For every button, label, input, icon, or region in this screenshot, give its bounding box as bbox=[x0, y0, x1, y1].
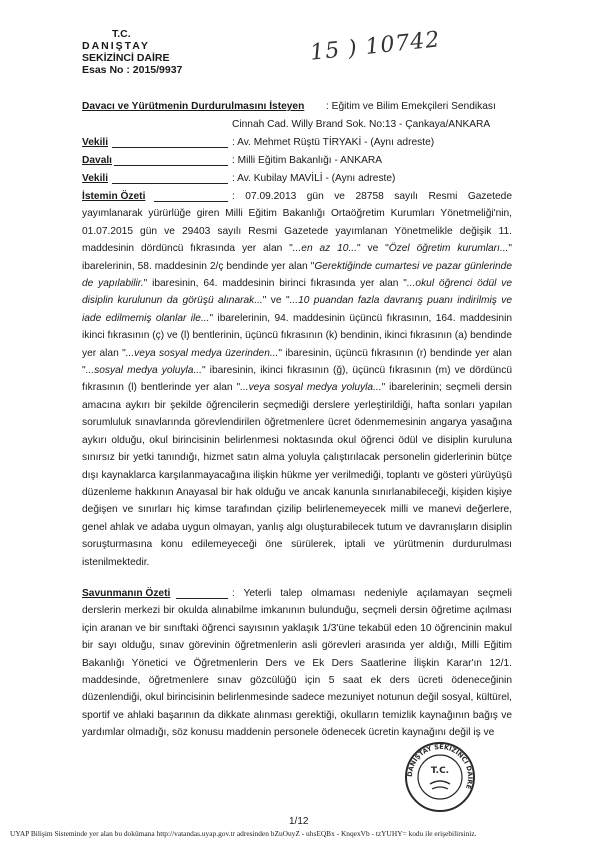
plaintiff-value: : Eğitim ve Bilim Emekçileri Sendikası bbox=[326, 101, 496, 112]
request-summary-label: İstemin Özeti bbox=[82, 191, 146, 202]
tc-label: T.C. bbox=[112, 28, 131, 40]
court-seal bbox=[403, 740, 477, 814]
separator-line bbox=[112, 147, 228, 148]
page-number: 1/12 bbox=[289, 816, 309, 827]
defendant-value: : Milli Eğitim Bakanlığı - ANKARA bbox=[232, 155, 383, 166]
plaintiff-label: Davacı ve Yürütmenin Durdurulmasını İsteyen bbox=[82, 101, 305, 112]
file-number: Esas No : 2015/9937 bbox=[82, 64, 183, 76]
separator-line bbox=[112, 183, 228, 184]
institution-name: DANIŞTAY bbox=[82, 40, 150, 52]
plaintiff-counsel-value: : Av. Mehmet Rüştü TİRYAKİ - (Aynı adreste) bbox=[232, 137, 435, 148]
plaintiff-counsel-label: Vekili bbox=[82, 137, 109, 148]
defendant-counsel-label: Vekili bbox=[82, 173, 109, 184]
seal-center-text: T.C. bbox=[430, 766, 450, 776]
defendant-counsel-value: : Av. Kubilay MAVİLİ - (Aynı adreste) bbox=[232, 173, 396, 184]
plaintiff-address: Cinnah Cad. Willy Brand Sok. No:13 - Çankaya/ANKARA bbox=[232, 119, 491, 130]
defense-summary-text: : Yeterli talep olmaması nedeniyle açılamayan seçmeli derslerin merkezi bir okulda alınabilme imkanının bulunduğu, seçmeli dersin öğretime açılması için aranan ve bir sınıftaki öğrenci sayısının yaklaşık 1/3'üne tekabül eden 10 öğrencinin makul bir sayı olduğu, sınav görevinin öğretmenlerin asli görevleri arasında yer aldığı, Milli Eğitim Bakanlığı Yönetici ve Öğretmenlerin Ders ve Ek Ders Saatlerine İlişkin Karar'ın 12/1. maddesinde, öğretmenlere sınav gözcülüğü için 5 saat ek ders ücreti ödeneceğinin düzenlendiği, okul birincisinin belirlenmesinde sadece mezuniyet notunun değil sosyal, kültürel, sportif ve ahlaki başarının da dikkate alınması gerektiği, okulların temizlik kaynağının bağış ve yardımlar olmadığı, söz konusu maddenin personele ödenecek ücretin kaynağını değil iş ve bbox=[82, 588, 512, 739]
seal-ring-text: DANIŞTAY SEKİZİNCİ DAİRE bbox=[405, 742, 475, 791]
request-summary-text: : 07.09.2013 gün ve 28758 sayılı Resmi Gazetede yayımlanarak yürürlüğe giren Milli Eğitim Bakanlığı Ortaöğretim Kurumları Yönetmeliği'nin, 01.07.2015 gün ve 29403 sayılı Resmi Gazetede yayımlanan Yönetmelikle değişik 11. maddesinin dördüncü fıkrasında yer alan "...en az 10..." ve "Özel öğretim kurumları..." ibarelerinin, 58. maddesinin 2/ç bendinde yer alan "Gerektiğinde cumartesi ve pazar günlerinde de yapılabilir." ibaresinin, 64. maddesinin birinci fıkrasında yer alan "...okul öğrenci ödül ve disiplin kurulunun da görüşü alınarak..." ve "...10 puandan fazla davranış puanı indirilmiş ve iade edilmemiş olanlar ile..." ibarelerinin, 94. maddesinin üçüncü fıkrasının, 164. maddesinin ikinci fıkrasının (ç) ve (l) bentlerinin, üçüncü fıkrasının (k) bendinin, ikinci fıkrasının (a) bendinde yer alan "...veya sosyal medya üzerinden..." ibaresinin, üçüncü fıkrasının (r) bendinde yer alan "...sosyal medya yoluyla..." ibaresinin, ikinci fıkrasının (ğ), üçüncü fıkrasının (m) ve dördüncü fıkrasının (l) bentlerinde yer alan "...veya sosyal medya yoluyla..." ibarelerinin; seçmeli dersin amacına aykırı bir şekilde öğrencilerin seçmediği derslere yerleştirildiği, hafta sonları yapılan sorumluluk sınavlarında görevlendirilen öğretmenlere ücret ödenmemesinin angarya yasağına aykırı olduğu, okul birincisinin belirlenmesi noktasında okul öğrenci ödül ve disiplin kuruluna sınırsız bir yetki tanındığı, hizmet satın alma yoluyla çalıştırılacak personelin giderlerinin bütçe dışı kaynaklarca karşılanmayacağına ilişkin hükme yer verilmediği, toplantı ve gösteri yürüyüşü düzenleme hakkının Anayasal bir hak olduğu ve ancak kanunla sınırlanabileceği, kişiden kişiye değişen ve sınırları hiç kimse tarafından çizilip belirlenemeyecek milli ve manevi değerlere, genel ahlak ve adaba uygun olmayan, yanlış algı oluşturabilecek tutum ve davranışların disiplin soruşturmasına konu edilemeyeceği öne sürülerek, iptali ve yürütmenin durdurulması istenilmektedir. bbox=[82, 191, 512, 568]
uyap-footer: UYAP Bilişim Sisteminde yer alan bu dokümana http://vatandas.uyap.gov.tr adresinden bZuOuyZ - uhsEQBx - KnqexVb - tzYUHY= kodu ile erişebilirsiniz. bbox=[10, 829, 477, 838]
defense-summary-label: Savunmanın Özeti bbox=[82, 588, 171, 599]
separator-line bbox=[114, 165, 228, 166]
defendant-label: Davalı bbox=[82, 155, 113, 166]
chamber-name: SEKİZİNCİ DAİRE bbox=[82, 52, 170, 64]
handwritten-note: 15 ) 10742 bbox=[309, 27, 442, 66]
